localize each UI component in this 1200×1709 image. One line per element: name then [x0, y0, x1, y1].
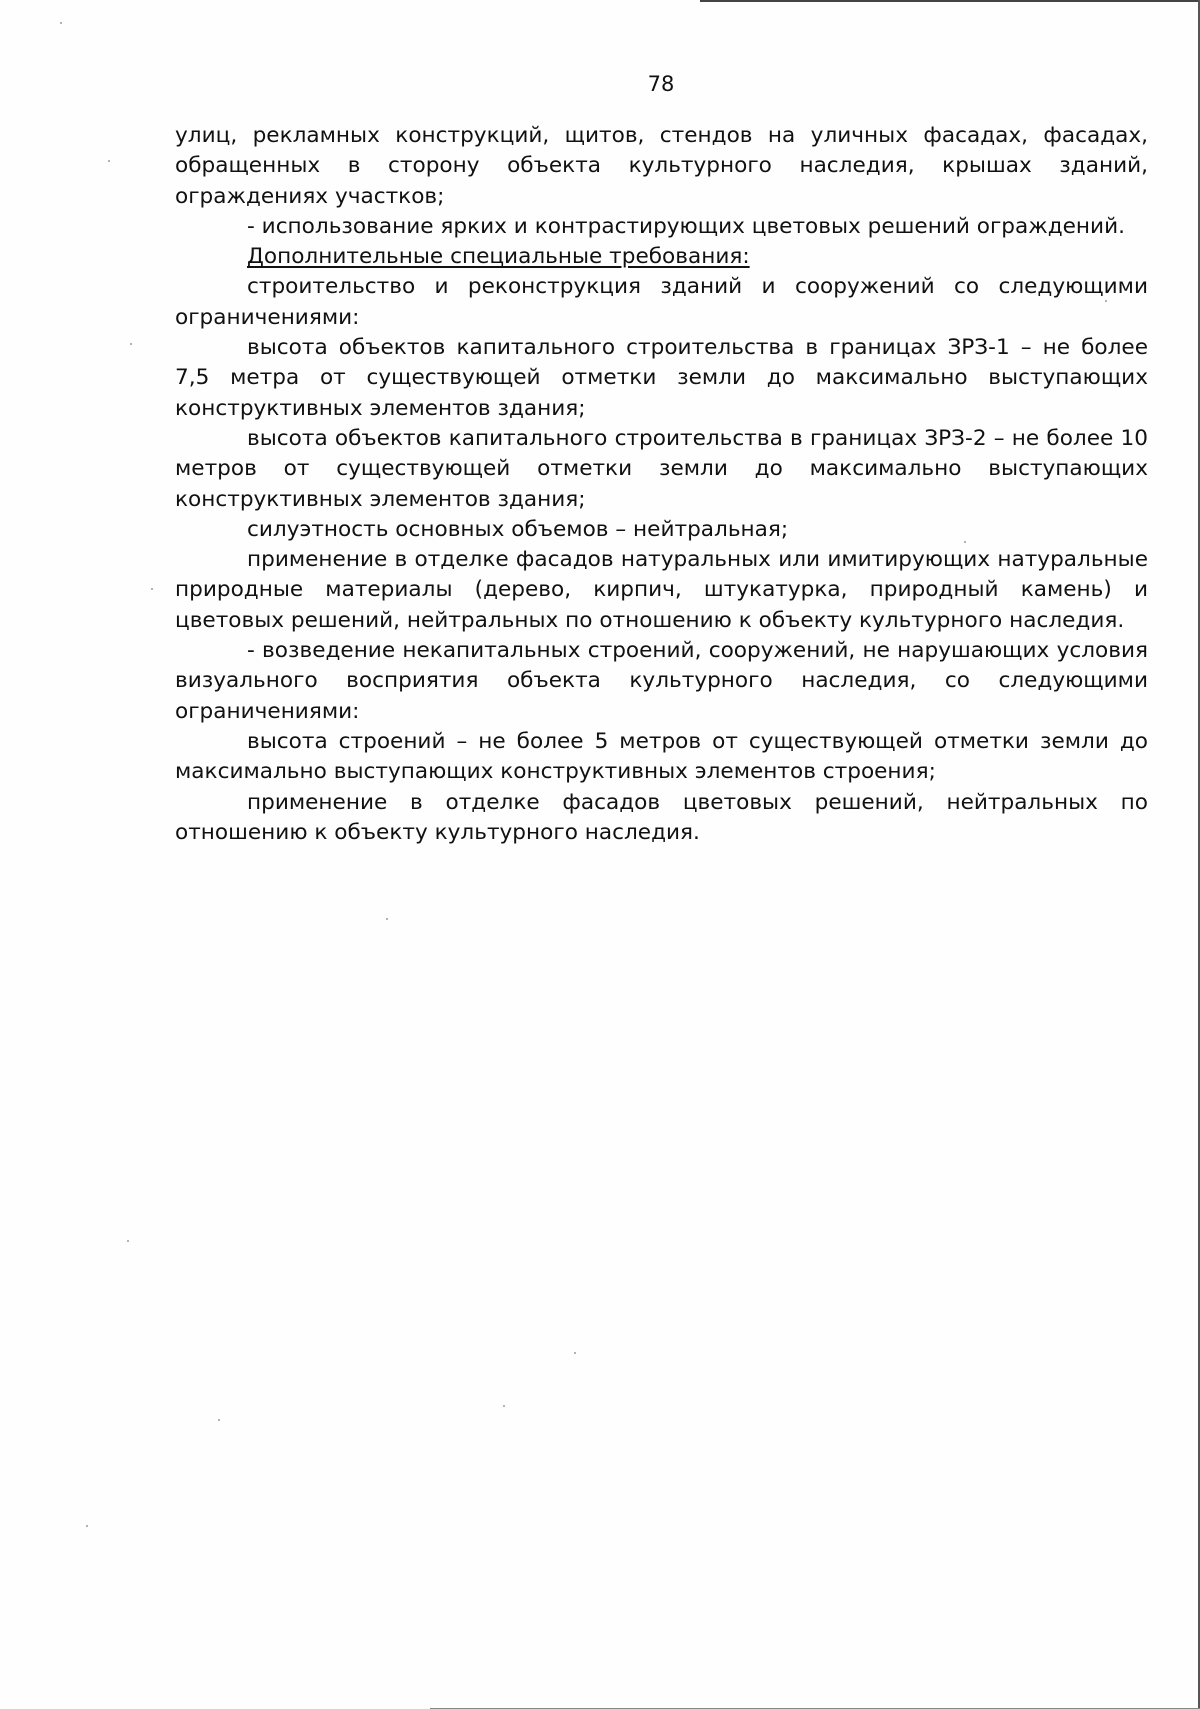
paragraph-structure-height: высота строений – не более 5 метров от существующей отметки земли до максимально выступающих конструктивных элементов строения; — [175, 728, 1148, 785]
paragraph-continuation: улиц, рекламных конструкций, щитов, стендов на уличных фасадах, фасадах, обращенных в сторону объекта культурного наследия, крышах зданий, ограждениях участков; — [175, 123, 1148, 209]
scan-speck — [60, 22, 62, 24]
page-number: 78 — [647, 72, 675, 96]
scan-speck — [574, 1352, 576, 1354]
scan-speck — [1105, 300, 1107, 302]
scan-speck — [503, 1405, 505, 1407]
paragraph-facade-materials: применение в отделке фасадов натуральных или имитирующих натуральные природные материалы (дерево, кирпич, штукатурка, природный камень) и цветовых решений, нейтральных по отношению к объекту культурного наследия. — [175, 547, 1148, 633]
scan-speck — [127, 1240, 129, 1242]
document-body — [175, 121, 1148, 848]
section-heading-additional-requirements — [175, 242, 1148, 272]
paragraph-facade-colors: применение в отделке фасадов цветовых решений, нейтральных по отношению к объекту культурного наследия. — [175, 789, 1148, 845]
scan-speck — [151, 588, 153, 590]
paragraph-height-zrz2: высота объектов капитального строительства в границах ЗРЗ-2 – не более 10 метров от существующей отметки земли до максимально выступающих конструктивных элементов здания; — [175, 425, 1148, 512]
scan-speck — [964, 541, 966, 543]
scan-speck — [130, 343, 132, 345]
scan-speck — [386, 918, 388, 920]
section-heading-text: Дополнительные специальные требования: — [247, 244, 750, 270]
paragraph-bright-colors: - использование ярких и контрастирующих цветовых решений ограждений. — [247, 213, 1125, 239]
scan-speck — [86, 1525, 88, 1527]
scan-speck — [218, 1419, 220, 1421]
paragraph-silhouette: силуэтность основных объемов – нейтральная; — [247, 516, 789, 542]
paragraph-height-zrz1: высота объектов капитального строительства в границах ЗРЗ-1 – не более 7,5 метра от существующей отметки земли до максимально выступающих конструктивных элементов здания; — [175, 335, 1148, 421]
scan-speck — [108, 160, 110, 162]
scan-edge-top — [700, 0, 1200, 2]
paragraph-construction: строительство и реконструкция зданий и сооружений со следующими ограничениями: — [175, 274, 1148, 330]
paragraph-non-capital-structures: - возведение некапитальных строений, сооружений, не нарушающих условия визуального восприятия объекта культурного наследия, со следующими ограничениями: — [175, 638, 1148, 724]
